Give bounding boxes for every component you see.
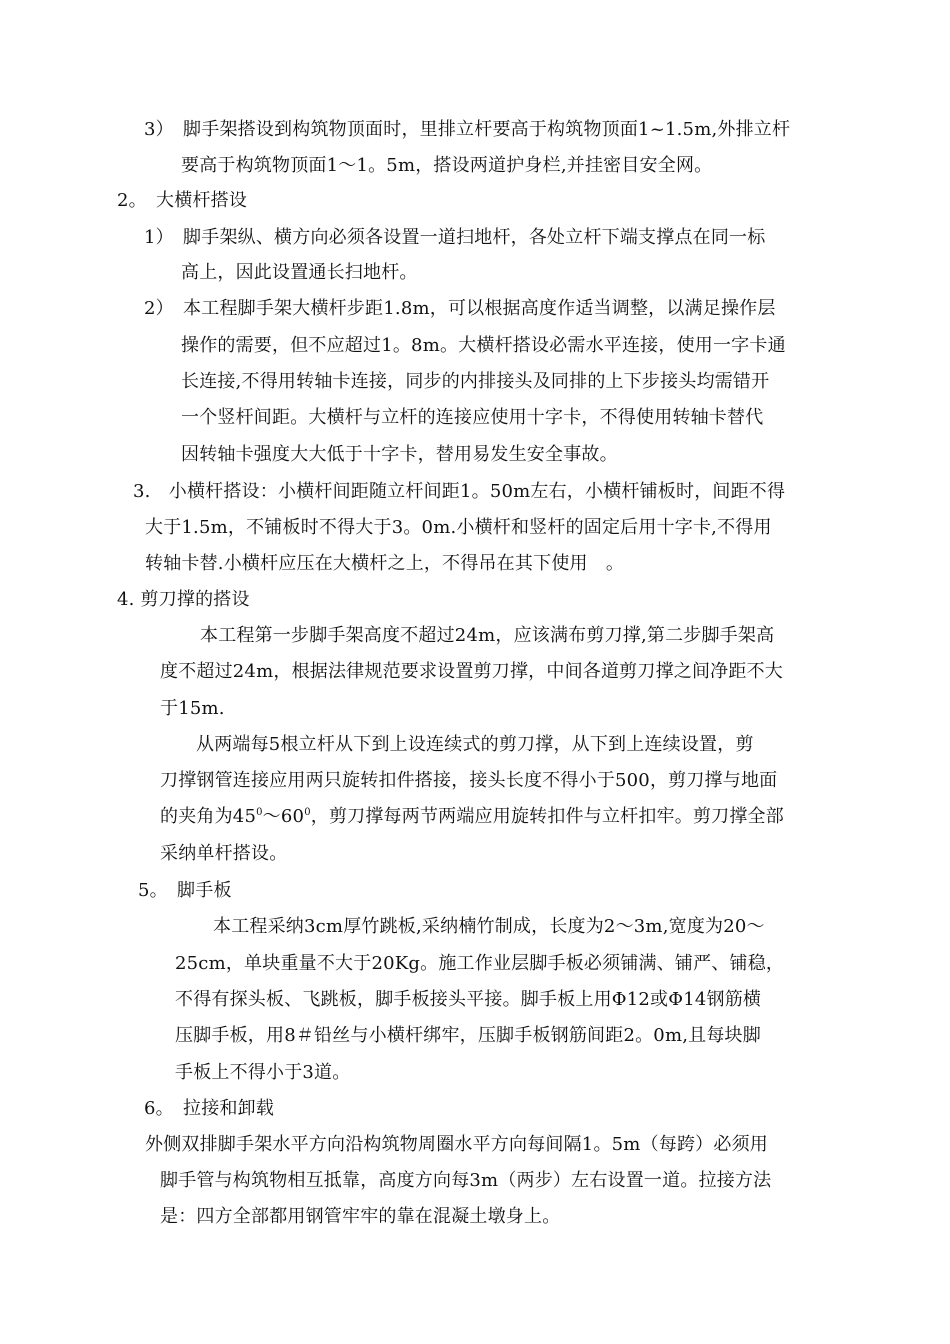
section-3-line-2: 大于1.5m，不铺板时不得大于3。0m.小横杆和竖杆的固定后用十字卡,不得用 [145, 517, 772, 538]
section-2-heading: 2。 大横杆搭设 [117, 190, 248, 211]
section-6-line-3: 是：四方全部都用钢管牢牢的靠在混凝土墩身上。 [160, 1206, 561, 1227]
section-2-item-2-line-2: 操作的需要，但不应超过1。8m。大横杆搭设必需水平连接，使用一字卡通 [181, 335, 786, 356]
section-5-heading: 5。 脚手板 [138, 880, 232, 901]
section-4-para-1-line-1: 本工程第一步脚手架高度不超过24m，应该满布剪刀撑,第二步脚手架高 [200, 625, 775, 646]
section-5-line-1: 本工程采纳3cm厚竹跳板,采纳楠竹制成，长度为2～3m,宽度为20～ [213, 916, 765, 937]
section-6-line-2: 脚手管与构筑物相互抵靠，高度方向每3m（两步）左右设置一道。拉接方法 [160, 1170, 772, 1191]
degree-superscript-1: 0 [256, 807, 263, 818]
section-4-para-1-line-3: 于15m. [160, 698, 225, 719]
angle-text-a: 的夹角为45 [160, 806, 257, 827]
section-4-para-1-line-2: 度不超过24m，根据法律规范要求设置剪刀撑，中间各道剪刀撑之间净距不大 [160, 661, 783, 682]
section-2-item-2-line-4: 一个竖杆间距。大横杆与立杆的连接应使用十字卡，不得使用转轴卡替代 [181, 407, 764, 428]
section-6-line-1: 外侧双排脚手架水平方向沿构筑物周圈水平方向每间隔1。5m（每跨）必须用 [145, 1134, 768, 1155]
section-4-para-2-line-3 [160, 806, 784, 828]
section-4-para-2-line-2: 刀撑钢管连接应用两只旋转扣件搭接，接头长度不得小于500，剪刀撑与地面 [160, 770, 778, 791]
section-4-para-2-line-1: 从两端每5根立杆从下到上设连续式的剪刀撑，从下到上连续设置，剪 [196, 734, 754, 755]
section-2-item-1-line-1: 1） 脚手架纵、横方向必须各设置一道扫地杆，各处立杆下端支撑点在同一标 [144, 227, 766, 248]
section-3-line-1: 3. 小横杆搭设：小横杆间距随立杆间距1。50m左右，小横杆铺板时，间距不得 [133, 481, 786, 502]
section-4-heading: 4. 剪刀撑的搭设 [117, 589, 250, 610]
section-4-para-2-line-4: 采纳单杆搭设。 [160, 843, 288, 864]
angle-text-b: ～60 [262, 806, 305, 827]
section-2-item-2-line-1: 2） 本工程脚手架大横杆步距1.8m，可以根据高度作适当调整，以满足操作层 [144, 298, 776, 319]
section-6-heading: 6。 拉接和卸载 [144, 1098, 275, 1119]
section-5-line-2: 25cm，单块重量不大于20Kg。施工作业层脚手板必须铺满、铺严、铺稳， [175, 953, 785, 974]
section-2-item-2-line-3: 长连接,不得用转轴卡连接，同步的内排接头及同排的上下步接头均需错开 [181, 371, 770, 392]
item-3-line-1: 3） 脚手架搭设到构筑物顶面时，里排立杆要高于构筑物顶面1~1.5m,外排立杆 [144, 119, 791, 140]
section-5-line-5: 手板上不得小于3道。 [175, 1062, 351, 1083]
angle-text-c: ，剪刀撑每两节两端应用旋转扣件与立杆扣牢。剪刀撑全部 [310, 806, 784, 827]
section-2-item-1-line-2: 高上，因此设置通长扫地杆。 [181, 262, 418, 283]
section-5-line-4: 压脚手板，用8＃铅丝与小横杆绑牢，压脚手板钢筋间距2。0m,且每块脚 [175, 1025, 761, 1046]
section-5-line-3: 不得有探头板、飞跳板，脚手板接头平接。脚手板上用Φ12或Φ14钢筋横 [175, 989, 762, 1010]
section-2-item-2-line-5: 因转轴卡强度大大低于十字卡，替用易发生安全事故。 [181, 444, 618, 465]
section-3-line-3: 转轴卡替.小横杆应压在大横杆之上，不得吊在其下使用 。 [145, 553, 625, 574]
item-3-line-2: 要高于构筑物顶面1～1。5m，搭设两道护身栏,并挂密目安全网。 [181, 155, 713, 176]
degree-superscript-2: 0 [304, 807, 311, 818]
